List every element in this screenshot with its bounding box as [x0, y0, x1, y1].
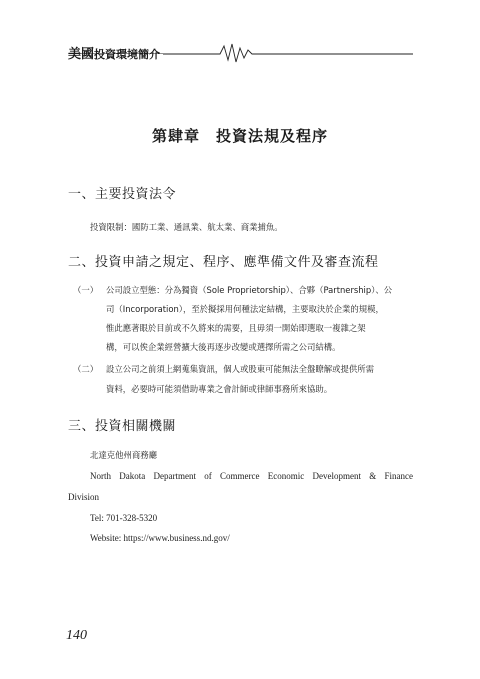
header-title-small: 投資環境簡介	[94, 48, 161, 61]
agency-tel: Tel: 701-328-5320	[90, 513, 158, 523]
section-heading-2: 二、投資申請之規定、程序、應準備文件及審查流程	[68, 255, 379, 270]
list-item-line: 構，可以俟企業經營擴大後再逐步改變或選擇所需之公司結構。	[106, 342, 341, 352]
header-title	[68, 43, 160, 62]
agency-name-zh: 北達克他州商務廳	[90, 450, 157, 460]
section-heading-1: 一、主要投資法令	[68, 187, 177, 202]
agency-name-en: North Dakota Department of Commerce Economic Development & Finance	[90, 471, 413, 481]
list-item-line: 資料，必要時可能須借助專業之會計師或律師事務所來協助。	[106, 384, 333, 394]
list-item-marker: （一）	[73, 285, 99, 295]
section-1-body: 投資限制：國防工業、通訊業、航太業、商業捕魚。	[90, 222, 283, 232]
list-item-line: 公司設立型態：分為獨資（Sole Proprietorship）、合夥（Partnership）、公	[106, 285, 393, 295]
list-item-line: 設立公司之前須上網蒐集資訊，個人或股東可能無法全盤瞭解或提供所需	[106, 364, 374, 374]
list-item-line: 惟此應著眼於目前或不久將來的需要，且毋須一開始即選取一複雜之架	[106, 323, 366, 333]
agency-website: Website: https://www.business.nd.gov/	[90, 533, 230, 543]
section-heading-3: 三、投資相關機關	[68, 419, 177, 434]
running-header	[68, 40, 413, 64]
list-item-line: 司（Incorporation），至於擬採用何種法定結構，主要取決於企業的規模，	[106, 304, 384, 314]
chapter-title: 第肆章 投資法規及程序	[151, 127, 328, 145]
agency-name-en-continued: Division	[68, 492, 100, 502]
header-title-big: 美國	[68, 47, 95, 62]
list-item-marker: （二）	[73, 364, 99, 374]
page-number: 140	[66, 628, 87, 643]
